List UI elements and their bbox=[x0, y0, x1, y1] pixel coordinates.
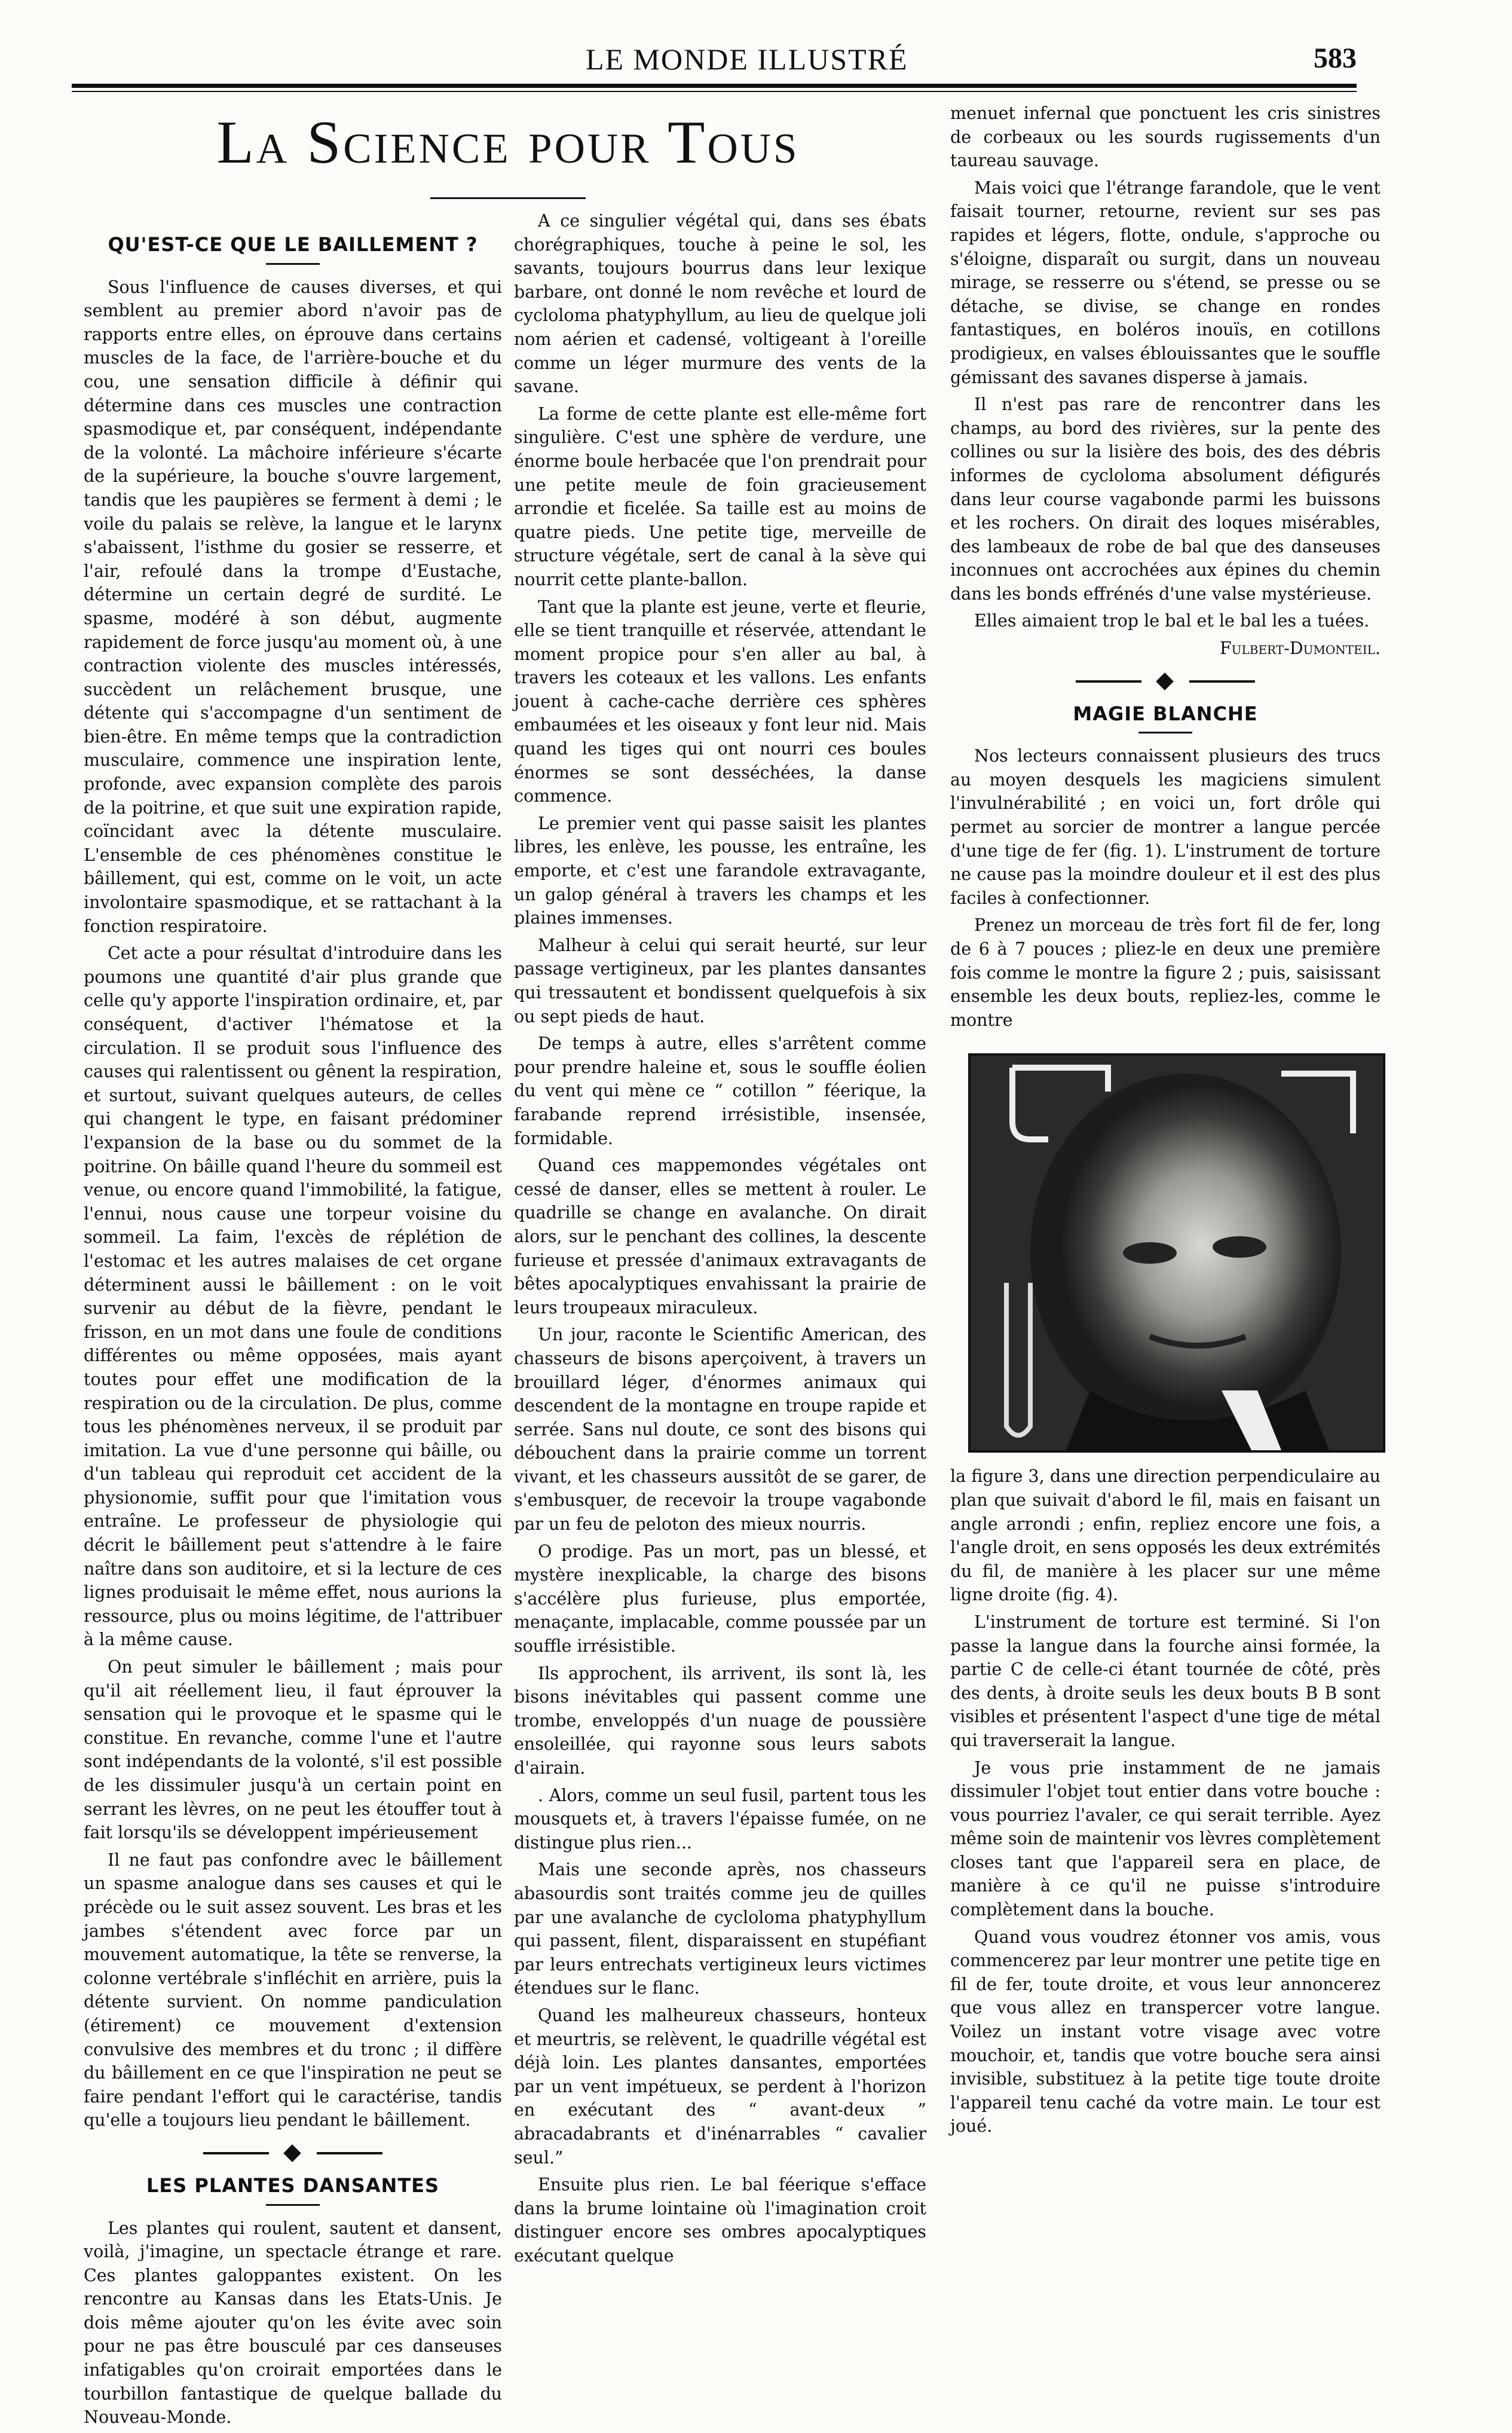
paragraph: La forme de cette plante est elle-même fort singulière. C'est une sphère de verdure, une énorme boule herbacée que l'on prendrait pour une petite meule de foin gracieusement arrondie et ficelée. Sa taille est au moins de quatre pieds. Une petite tige, merveille de structure végétale, sert de canal à la sève qui nourrit cette plante-ballon. bbox=[514, 404, 926, 589]
paragraph: Quand vous voudrez étonner vos amis, vous commencerez par leur montrer une petite tige en fil de fer, toute droite, et vous leur annoncerez que vous allez en transpercer votre langue. Voilez un instant votre visage avec votre mouchoir, et, tandis que votre bouche sera ainsi invisible, substituez à la petite tige toute droite l'appareil tenu caché da votre main. Le tour est joué. bbox=[950, 1927, 1381, 2136]
paragraph: menuet infernal que ponctuent les cris sinistres de corbeaux ou les sourds rugissements d'un taureau sauvage. bbox=[950, 103, 1381, 171]
column-3 bbox=[950, 102, 1381, 2142]
section-heading-baillement: QU'EST-CE QUE LE BAILLEMENT ? bbox=[108, 233, 478, 256]
paragraph: Quand ces mappemondes végétales ont cessé de danser, elles se mettent à rouler. Le quadrille se change en avalanche. On dirait alors, sur le penchant des collines, la descente furieuse et pressée d'animaux extravagants de bêtes apocalyptiques envahissant la prairie de leurs troupeaux miraculeux. bbox=[514, 1156, 926, 1318]
column-1 bbox=[84, 233, 502, 2433]
masthead-rule bbox=[72, 84, 1357, 88]
paragraph: Je vous prie instamment de ne jamais dissimuler l'objet tout entier dans votre bouche : vous pourriez l'avaler, ce qui serait terrible. Ayez même soin de maintenir vos lèvres complètement closes tant que l'appareil sera en place, de manière à ce qu'il ne puisse s'introduire complètement dans la bouche. bbox=[950, 1757, 1381, 1920]
paragraph: Prenez un morceau de très fort fil de fer, long de 6 à 7 pouces ; pliez-le en deux une première fois comme le montre la figure 2 ; puis, saisissant ensemble les deux bouts, repliez-les, comme le montre bbox=[950, 915, 1381, 1030]
paragraph: la figure 3, dans une direction perpendiculaire au plan que suivait d'abord le fil, mais en faisant un angle arrondi ; enfin, repliez encore une fois, a l'angle droit, en sens opposés les deux extrémités du fil, de manière à les placer sur une même ligne droite (fig. 4). bbox=[950, 1466, 1381, 1605]
paragraph: L'instrument de torture est terminé. Si l'on passe la langue dans la fourche ainsi formée, la partie C de celle-ci étant tournée de côté, près des dents, à droite seuls les deux bouts B B sont visibles et présentent l'aspect d'une tige de métal qui traverserait la langue. bbox=[950, 1612, 1381, 1750]
paragraph: De temps à autre, elles s'arrêtent comme pour prendre haleine et, sous le souffle éolien du vent qui mène ce “ cotillon ” féerique, la farabande reprend irrésistible, insensée, formidable. bbox=[514, 1034, 926, 1148]
paragraph: On peut simuler le bâillement ; mais pour qu'il ait réellement lieu, il faut éprouver la sensation qui le provoque et le spasme qui le constitue. En revanche, comme l'une et l'autre sont indépendants de la volonté, s'il est possible de les dissimuler jusqu'à un certain point en serrant les lèvres, on ne peut les étouffer tout à fait lorsqu'ils se développent impérieusement bbox=[84, 1657, 502, 1843]
main-title: La Science pour Tous bbox=[216, 109, 800, 176]
journal-title: LE MONDE ILLUSTRÉ bbox=[586, 42, 908, 76]
masthead-rule-thin bbox=[72, 91, 1357, 92]
author-signature: Fulbert-Dumonteil. bbox=[1219, 638, 1381, 659]
title-rule bbox=[430, 197, 586, 199]
paragraph: Cet acte a pour résultat d'introduire dans les poumons une quantité d'air plus grande que celle qu'y apporte l'inspiration ordinaire, et, par conséquent, d'activer l'hématose et la circulation. Il se produit sous l'influence des causes qui ralentissent ou gênent la respiration, et surtout, suivant quelques auteurs, de celles qui changent le type, en faisant prédominer l'expansion de la base ou du sommet de la poitrine. On bâille quand l'heure du sommeil est venue, ou encore quand l'immobilité, la fatigue, l'ennui, nous cause une torpeur voisine du sommeil. La faim, l'excès de réplétion de l'estomac et les autres malaises de cet organe déterminent aussi le bâillement : on le voit survenir au début de la fièvre, pendant le frisson, en un mot dans une foule de conditions différentes ou même opposées, mais ayant toutes pour effet une modification de la respiration ou de la circulation. De plus, comme tous les phénomènes nerveux, il se produit par imitation. La vue d'une personne qui bâille, ou d'un tableau qui reproduit cet accident de la physionomie, suffit pour que l'imitation vous entraîne. Le professeur de physiologie qui décrit le bâillement peut s'attendre à le faire naître dans son auditoire, et si la lecture de ces lignes produisait le même effet, nous aurions la ressource, plus ou moins légitime, de l'attribuer à la même cause. bbox=[84, 943, 502, 1650]
paragraph: Mais une seconde après, nos chasseurs abasourdis sont traités comme jeu de quilles par une avalanche de cycloloma phatyphyllum qui passent, filent, disparaissent en stupéfiant par leurs entrechats vertigineux leurs victimes étendues sur le flanc. bbox=[514, 1860, 926, 1998]
paragraph: Ils approchent, ils arrivent, ils sont là, les bisons inévitables qui passent comme une trombe, enveloppés d'un nuage de poussière ensoleillée, qui rayonne sous leurs sabots d'airain. bbox=[514, 1663, 926, 1778]
paragraph: Le premier vent qui passe saisit les plantes libres, les enlève, les pousse, les entraîne, les emporte, et c'est une farandole extravagante, un galop général à travers les champs et les plaines immenses. bbox=[514, 813, 926, 928]
section-ornament bbox=[203, 2144, 382, 2162]
section-heading-magie: MAGIE BLANCHE bbox=[1073, 702, 1258, 725]
paragraph: Ensuite plus rien. Le bal féerique s'efface dans la brume lointaine où l'imagination croit distinguer encore ses ombres apocalyptiques exécutant quelque bbox=[514, 2175, 926, 2266]
paragraph: Il n'est pas rare de rencontrer dans les champs, au bord des rivières, sur la pente des collines ou sur la lisière des bois, des des débris informes de cycloloma absolument défigurés dans leur course vagabonde parmi les buissons et les rochers. On dirait des loques misérables, des lambeaux de robe de bal que des danseuses inconnues ont accrochées aux épines du chemin dans les bonds effrénés d'une valse mystérieuse. bbox=[950, 395, 1381, 604]
paragraph: Quand les malheureux chasseurs, honteux et meurtris, se relèvent, le quadrille végétal est déjà loin. Les plantes dansantes, emportées par un vent impétueux, se perdent à l'horizon en exécutant des “ avant-deux ” abracadabrants et d'inénarrables “ cavalier seul.” bbox=[514, 2005, 926, 2168]
paragraph: O prodige. Pas un mort, pas un blessé, et mystère inexplicable, la charge des bisons s'accélère plus furieuse, plus emportée, menaçante, implacable, comme poussée par un souffle irrésistible. bbox=[514, 1541, 926, 1656]
paragraph: Malheur à celui qui serait heurté, sur leur passage vertigineux, par les plantes dansantes qui tressautent et bondissent quelquefois à six ou sept pieds de haut. bbox=[514, 935, 926, 1026]
portrait-image bbox=[971, 1056, 1383, 1450]
paragraph: . Alors, comme un seul fusil, partent tous les mousquets et, à travers l'épaisse fumée, on ne distingue plus rien... bbox=[514, 1785, 926, 1853]
heading-rule bbox=[266, 263, 320, 265]
column-2 bbox=[514, 209, 926, 2271]
paragraph: Sous l'influence de causes diverses, et qui semblent au premier abord n'avoir pas de rapports entre elles, on éprouve dans certains muscles de la face, de l'arrière-bouche et du cou, une sensation difficile à définir qui détermine dans ces muscles une contraction spasmodique et, par conséquent, indépendante de la volonté. La mâchoire inférieure s'écarte de la supérieure, la bouche s'ouvre largement, tandis que les paupières se ferment à demi ; le voile du palais se relève, la langue et le larynx s'abaissent, l'isthme du gosier se resserre, et l'air, refoulé dans la trompe d'Eustache, détermine un certain degré de surdité. Le spasme, modéré à son début, augmente rapidement de force jusqu'au moment où, à une contraction violente des muscles intéressés, succèdent un relâchement brusque, une détente qui s'accompagne d'un sentiment de bien-être. En même temps que la contradiction musculaire, commence une inspiration lente, profonde, avec expansion complète des parois de la poitrine, et que suit une expiration rapide, coïncidant avec la détente musculaire. L'ensemble de ces phénomènes constitue le bâillement, qui est, comme on le voit, un acte involontaire spasmodique, et se rattachant à la fonction respiratoire. bbox=[84, 277, 502, 936]
page-number: 583 bbox=[1314, 42, 1357, 74]
paragraph: Mais voici que l'étrange farandole, que le vent faisait tourner, retourne, revient sur ses pas rapides et légers, flotte, ondule, s'approche ou s'éloigne, disparaît ou surgit, dans un nouveau mirage, se resserre ou s'étend, se presse ou se détache, se divise, se change en rondes fantastiques, en boléros inouïs, en cotillons prodigieux, en valses éblouissantes que le souffle gémissant des savanes disperse à jamais. bbox=[950, 178, 1381, 387]
paragraph: Elles aimaient trop le bal et le bal les a tuées. bbox=[974, 611, 1370, 631]
heading-rule bbox=[266, 2204, 320, 2206]
paragraph: A ce singulier végétal qui, dans ses ébats chorégraphiques, touche à peine le sol, les savants, toujours bourrus dans leur lexique barbare, ont donné le nom revêche et lourd de cycloloma phatyphyllum, au lieu de quelque joli nom aérien et cadensé, voltigeant à l'oreille comme un léger murmure des vents de la savane. bbox=[514, 211, 926, 397]
masthead bbox=[72, 42, 1357, 84]
heading-rule bbox=[1138, 732, 1192, 733]
paragraph: Nos lecteurs connaissent plusieurs des trucs au moyen desquels les magiciens simulent l'invulnérabilité ; en voici un, fort drôle qui permet au sorcier de montrer a langue percée d'une tige de fer (fig. 1). L'instrument de torture ne cause pas la moindre douleur et il est des plus faciles à confectionner. bbox=[950, 746, 1381, 908]
paragraph: Tant que la plante est jeune, verte et fleurie, elle se tient tranquille et réservée, attendant le moment propice pour s'en aller au bal, à travers les coteaux et les vallons. Les enfants jouent à cache-cache derrière ces sphères embaumées et les oiseaux y font leur nid. Mais quand les tiges qui ont nourri ces boules énormes se sont desséchées, la danse commence. bbox=[514, 597, 926, 806]
section-heading-plantes: LES PLANTES DANSANTES bbox=[146, 2174, 440, 2197]
paragraph: Il ne faut pas confondre avec le bâillement un spasme analogue dans ses causes et qui le précède ou le suit assez souvent. Les bras et les jambes s'étendent avec force par un mouvement automatique, la tête se renverse, la colonne vertébrale s'infléchit en arrière, puis la détente survient. On nomme pandiculation (étirement) ce mouvement d'extension convulsive des membres et du tronc ; il diffère du bâillement en ce que l'inspiration ne peut se faire pendant l'effort qui le caractérise, tandis qu'elle a toujours lieu pendant le bâillement. bbox=[84, 1850, 502, 2131]
paragraph: Un jour, raconte le Scientific American, des chasseurs de bisons aperçoivent, à travers un brouillard léger, d'énormes animaux qui descendent de la montagne en troupe rapide et serrée. Sans nul doute, ce sont des bisons qui débouchent dans la prairie comme un torrent vivant, et les chasseurs aussitôt de se garer, de s'embusquer, de recevoir la troupe vagabonde par un feu de peloton des mieux nourris. bbox=[514, 1325, 926, 1535]
section-ornament bbox=[1076, 673, 1255, 690]
portrait-engraving bbox=[968, 1053, 1385, 1453]
paragraph: Les plantes qui roulent, sautent et dansent, voilà, j'imagine, un spectacle étrange et rare. Ces plantes galoppantes existent. On les rencontre au Kansas dans les Etats-Unis. Je dois même ajouter qu'on les évite avec soin pour ne pas être bousculé par ces danseuses infatigables qu'on croirait emportées dans le tourbillon fantastique de quelque ballade du Nouveau-Monde. bbox=[84, 2218, 502, 2428]
